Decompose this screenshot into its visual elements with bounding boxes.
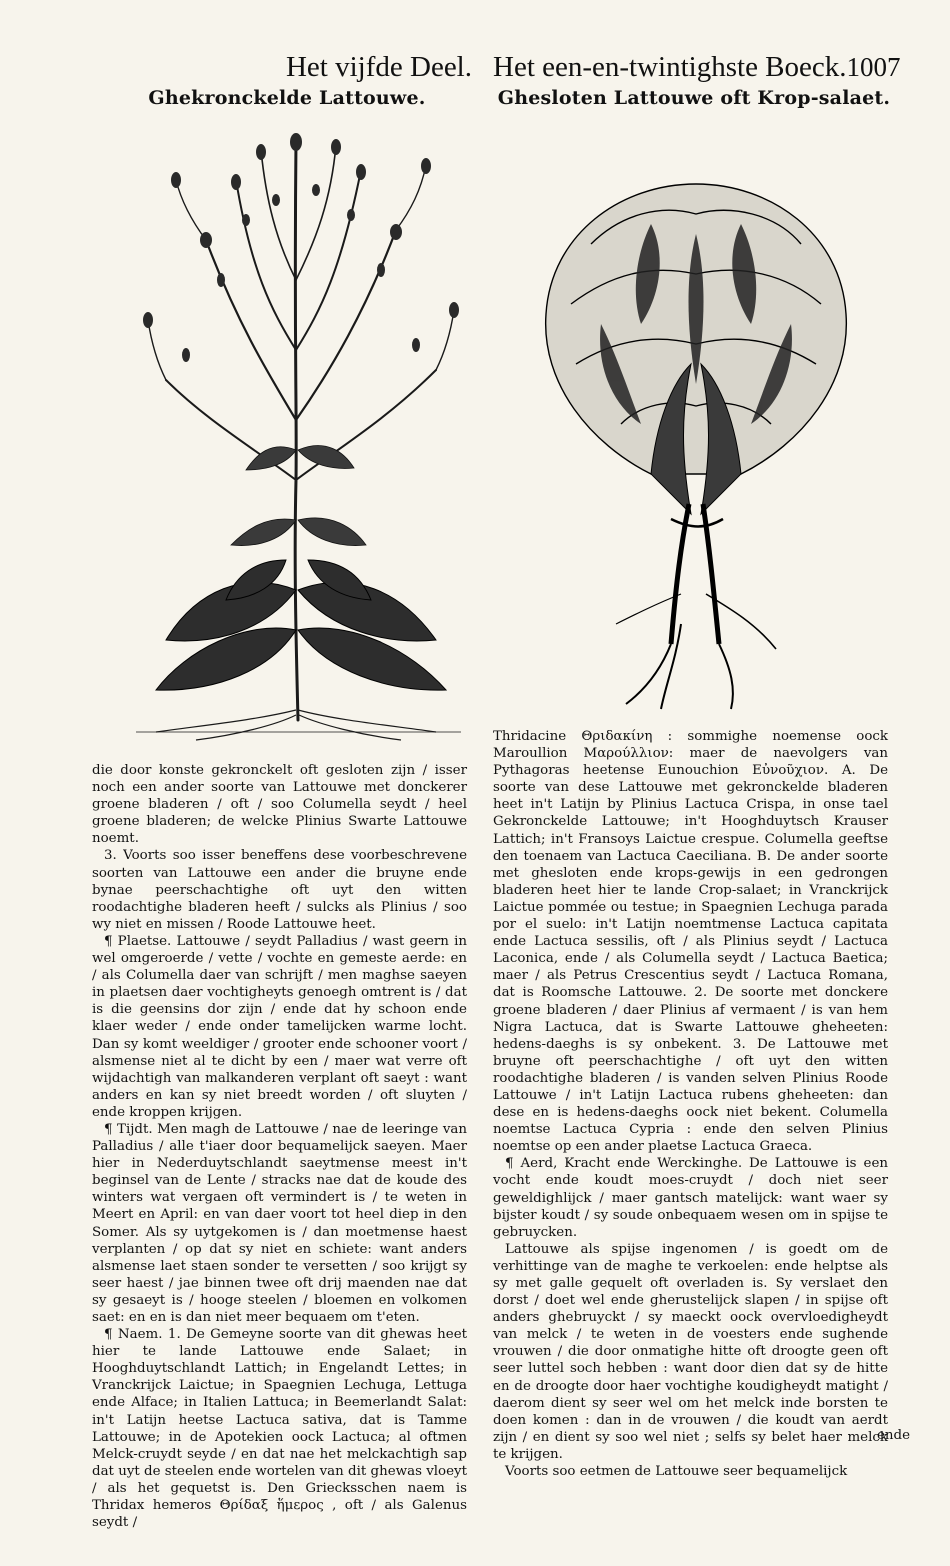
paragraph: 3. Voorts soo isser beneffens dese voorbeschrevene soorten van Lattouwe een ander die bruyne ende bynae peerschachtighe oft uyt den witten roodachtighe bladeren heeft / sulcks als Plinius / soo wy niet en missen / Roode Lattouwe heet. <box>92 848 467 932</box>
paragraph: ¶ Plaetse. Lattouwe / seydt Palladius / wast geern in wel omgeroerde / vette / vochte en gemeste aerde: en / als Columella daer van schrijft / men maghse saeyen in plaetsen daer vochtigheyts genoegh omtrent is / dat is die geensins dor zijn / ende dat hy schoon ende klaer weder / ende onder tamelijcken warme locht. Dan sy komt weeldiger / grooter ende schooner voort / alsmense niet al te dicht by een / maer wat verre oft wijdachtigh van malkanderen verplant oft saeyt : want anders en kan sy niet breedt worden / oft sluyten / ende kroppen krijgen. <box>92 933 467 1120</box>
figure-caption-left: Ghekronckelde Lattouwe. <box>148 87 426 109</box>
page-number: 1007 <box>846 52 901 82</box>
book-title: Het een-en-twintighste Boeck. <box>493 51 847 83</box>
paragraph: ¶ Aerd, Kracht ende Werckinghe. De Lattouwe is een vocht ende koudt moes-cruydt / doch niet seer geweldighlijck / maer gantsch matelijck: want waer sy bijster koudt / sy soude onbequaem wesen om in spijse te gebruycken. <box>493 1156 888 1240</box>
paragraph: ¶ Naem. 1. De Gemeyne soorte van dit ghewas heet hier te lande Lattouwe ende Salaet; in Hooghduytschlandt Lattich; in Engelandt Lettes; in Vranckrijck Laictue; in Spaegnien Lechuga, Lettuga ende Alface; in Italien Lattuca; in Beemerlandt Salat: in't Latijn heetse Lactuca sativa, dat is Tamme Lattouwe; in de Apotekien oock Lactuca; al oftmen Melck-cruydt seyde / en dat nae het melckachtigh sap dat uyt de steelen ende wortelen van dit ghewas vloeyt / als het gequetst is. Den Griecksschen naem is Thridax hemeros Θρίδαξ ἥμερος , oft / als Galenus seydt / <box>92 1327 467 1531</box>
right-body-text <box>493 728 888 1480</box>
left-body-text <box>92 762 467 1531</box>
running-head-left: Het vijfde Deel. <box>285 51 472 83</box>
paragraph: Thridacine Θριδακίνη : sommighe noemense oock Maroullion Μαρούλλιον: maer de naevolgers van Pythagoras heetense Eunouchion Εὐνοῦχιον. A. De soorte van dese Lattouwe met gekronckelde bladeren heet in't Latijn by Plinius Lactuca Crispa, in onse tael Gekronckelde Lattouwe; in't Hooghduytsch Krauser Lattich; in't Fransoys Laictue crespue. Columella geeftse den toenaem van Lactuca Caeciliana. B. De ander soorte met ghesloten ende krops-gewijs in een gedrongen bladeren heet hier te lande Crop-salaet; in Vranckrijck Laictue pommée ou testue; in Spaegnien Lechuga parada por el suelo: in't Latijn noemtmense Lactuca capitata ende Lactuca sessilis, oft / als Plinius seydt / Lactuca Laconica, ende / als Columella seydt / Lactuca Baetica; maer / als Petrus Crescentius seydt / Lactuca Romana, dat is Roomsche Lattouwe. 2. De soorte met donckere groene bladeren / daer Plinius af vermaent / is van hem Nigra Lactuca, dat is Swarte Lattouwe gheheeten: hedens-daeghs is sy onbekent. 3. De Lattouwe met bruyne oft peerschachtighe / oft uyt den witten roodachtighe bladeren / is vanden selven Plinius Roode Lattouwe / in't Latijn Lactuca rubens gheheeten: dan dese en is hedens-daeghs oock niet bekent. Columella noemtse Lactuca Cypria : ende den selven Plinius noemtse op een ander plaetse Lactuca Graeca. <box>493 729 888 1155</box>
right-column <box>493 50 901 1480</box>
paragraph: die door konste gekronckelt oft gesloten zijn / isser noch een ander soorte van Lattouwe met donckerer groene bladeren / oft / soo Columella seydt / heel groene bladeren; de welcke Plinius Swarte Lattouwe noemt. <box>92 763 467 847</box>
running-head-right <box>493 50 901 86</box>
curled-lettuce-plant-icon <box>136 120 461 742</box>
catchword: ende <box>876 1428 910 1443</box>
paragraph: Voorts soo eetmen de Lattouwe seer bequamelijck <box>505 1464 848 1480</box>
figure-caption-right: Ghesloten Lattouwe oft Krop-salaet. <box>497 87 891 109</box>
paragraph: Lattouwe als spijse ingenomen / is goedt om de verhittinge van de maghe te verkoelen: ende helptse als sy met galle gequelt oft overladen is. Sy verslaet den dorst / doet wel ende gherustelijck slapen / in spijse oft anders ghebruyckt / sy maeckt oock overvloedigheydt van melck / te weten in de voesters ende sughende vrouwen / die door onmatighe hitte oft droogte geen oft seer luttel soch hebben : want door dien dat sy de hitte en de droogte door haer vochtighe koudigheydt matight / daerom dient sy seer wel om het melck inde borsten te doen komen : dan in de vrouwen / die koudt van aerdt zijn / en dient sy soo wel niet ; selfs sy belet haer melck te krijgen. <box>493 1241 888 1462</box>
head-lettuce-icon <box>531 124 861 714</box>
left-column <box>92 50 482 1531</box>
paragraph: ¶ Tijdt. Men magh de Lattouwe / nae de leeringe van Palladius / alle t'iaer door bequamelijck saeyen. Maer hier in Nederduytschlandt saeytmense meest in't beginsel van de Lente / stracks nae dat de koude des winters wat vergaen oft vermindert is / te weten in Meert en April: en van daer voort tot heel diep in den Somer. Als sy uytgekomen is / dan moetmense haest verplanten / op dat sy niet en schiete: want anders alsmense laet staen sonder te versetten / soo krijgt sy seer haest / jae binnen twee oft drij maenden nae dat sy gesaeyt is / hooge steelen / bloemen en volkomen saet: en en is dan niet meer bequaem om t'eten. <box>92 1121 467 1325</box>
